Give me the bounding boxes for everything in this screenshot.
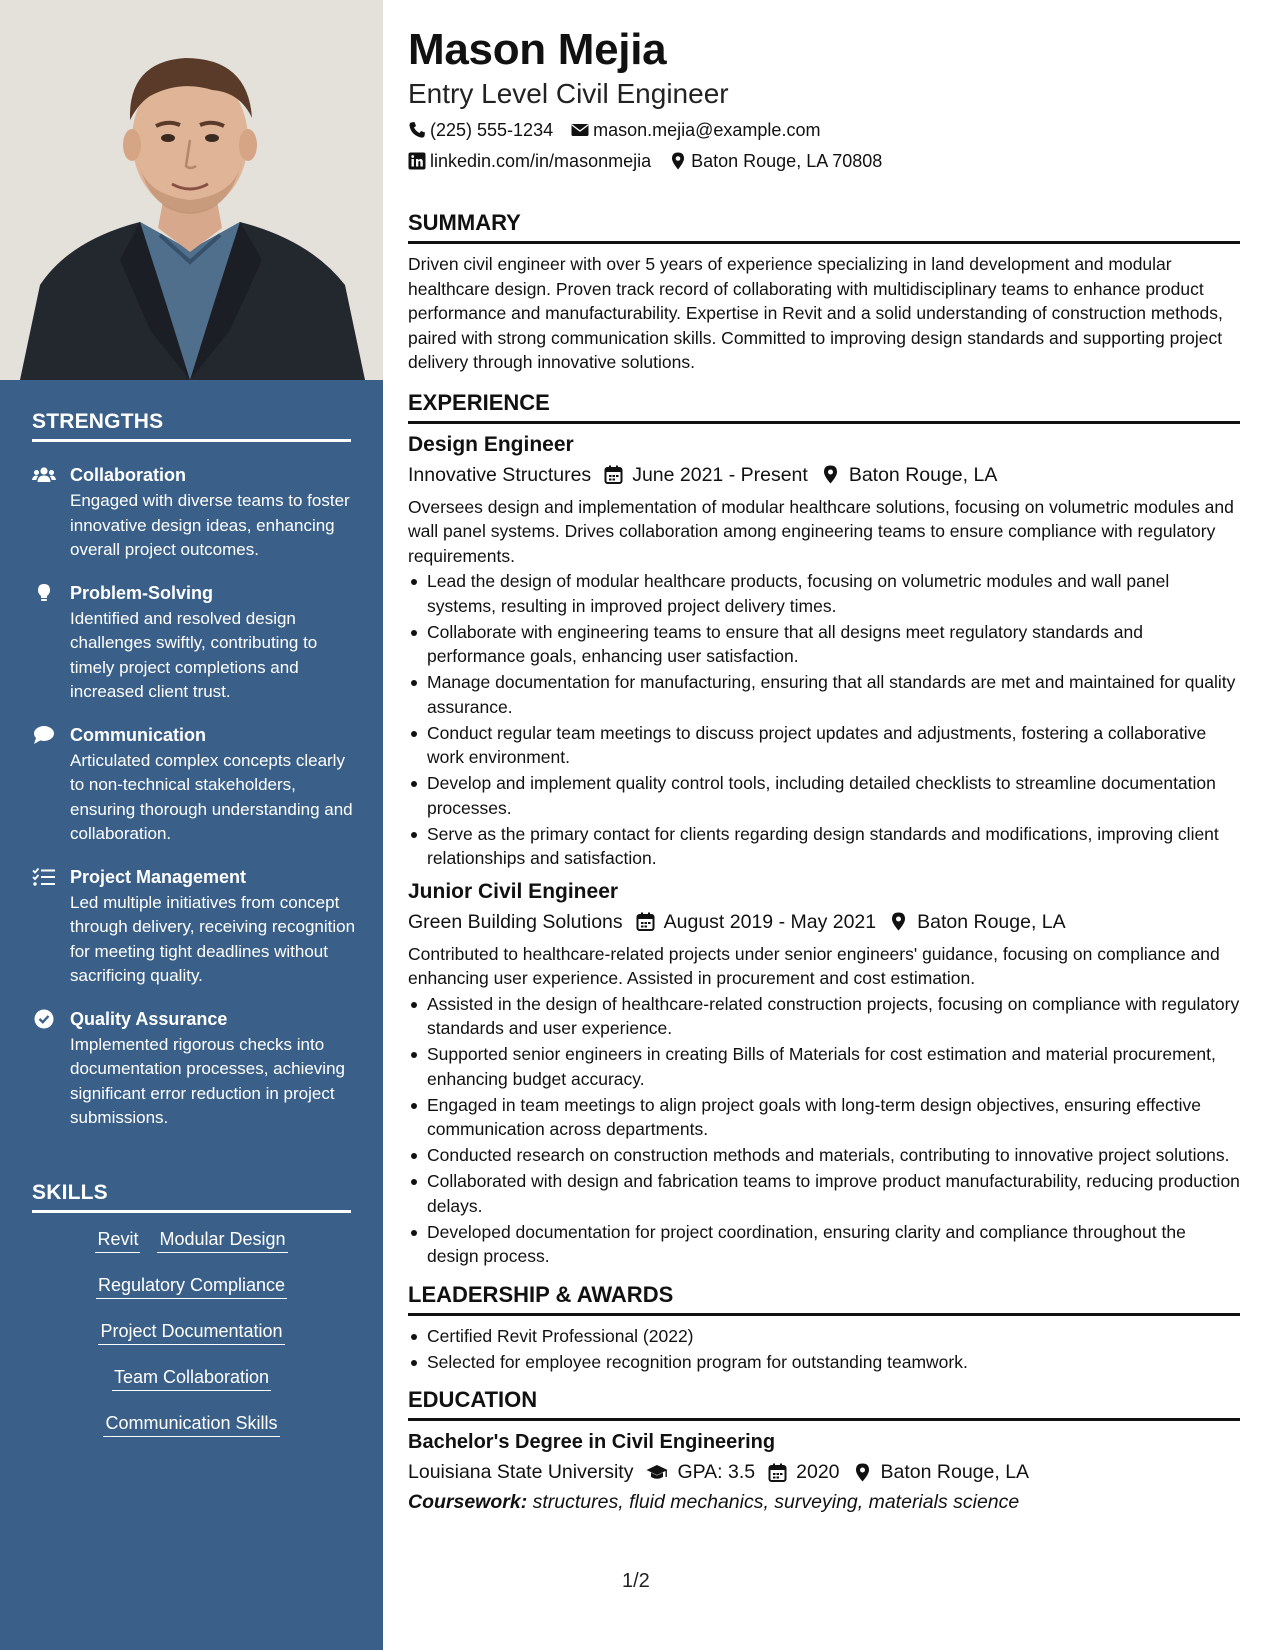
checklist-icon bbox=[32, 867, 56, 887]
contact-row-2 bbox=[408, 149, 1240, 173]
calendar-icon bbox=[768, 1463, 787, 1482]
education-section bbox=[408, 1386, 1240, 1515]
strengths-list bbox=[32, 464, 362, 1150]
job-entry bbox=[408, 879, 1240, 1269]
phone-icon bbox=[408, 121, 426, 139]
job-company: Green Building Solutions bbox=[408, 910, 623, 933]
summary-heading: SUMMARY bbox=[408, 209, 1240, 244]
skill-tag: Modular Design bbox=[157, 1228, 287, 1253]
job-dates: June 2021 - Present bbox=[632, 463, 808, 486]
job-bullet: Serve as the primary contact for clients regarding design standards and modifications, improving client relationships and satisfaction. bbox=[408, 822, 1240, 871]
speech-bubble-icon bbox=[32, 725, 56, 745]
contact-email[interactable] bbox=[571, 118, 820, 142]
strength-description: Articulated complex concepts clearly to non-technical stakeholders, ensuring thorough understanding and collaboration. bbox=[70, 750, 353, 843]
experience-heading: EXPERIENCE bbox=[408, 389, 1240, 424]
map-pin-icon bbox=[669, 152, 687, 170]
awards-list bbox=[408, 1324, 1240, 1375]
job-company: Innovative Structures bbox=[408, 463, 592, 486]
job-bullet: Lead the design of modular healthcare products, focusing on volumetric modules and wall panel systems, resulting in improved project delivery times. bbox=[408, 569, 1240, 618]
skills-list bbox=[32, 1228, 351, 1458]
lightbulb-icon bbox=[32, 583, 56, 603]
award-item: Selected for employee recognition program for outstanding teamwork. bbox=[408, 1350, 1240, 1375]
job-summary: Contributed to healthcare-related projects under senior engineers' guidance, focusing on compliance and enhancing user experience. Assisted in procurement and cost estimation. bbox=[408, 943, 1220, 988]
strength-description: Led multiple initiatives from concept through delivery, receiving recognition for meeting tight deadlines without sacrificing quality. bbox=[70, 892, 356, 985]
map-pin-icon bbox=[821, 465, 840, 484]
school-location: Baton Rouge, LA bbox=[880, 1461, 1030, 1483]
contact-phone[interactable] bbox=[408, 118, 553, 142]
skill-tag: Regulatory Compliance bbox=[96, 1274, 287, 1299]
job-bullet: Conduct regular team meetings to discuss project updates and adjustments, fostering a collaborative work environment. bbox=[408, 721, 1240, 770]
strength-title: Collaboration bbox=[70, 465, 186, 485]
strength-title: Problem-Solving bbox=[70, 582, 214, 603]
awards-heading: LEADERSHIP & AWARDS bbox=[408, 1281, 1240, 1316]
strength-item bbox=[32, 464, 362, 563]
users-icon bbox=[32, 465, 56, 485]
contact-linkedin[interactable] bbox=[408, 149, 651, 173]
job-entry bbox=[408, 432, 1240, 871]
strengths-heading: STRENGTHS bbox=[32, 410, 351, 442]
calendar-icon bbox=[636, 912, 655, 931]
job-meta bbox=[408, 462, 1240, 488]
experience-section bbox=[408, 389, 1240, 1269]
job-role: Junior Civil Engineer bbox=[408, 879, 619, 903]
strength-item bbox=[32, 582, 362, 705]
profile-photo bbox=[0, 0, 383, 380]
education-meta bbox=[408, 1459, 1240, 1485]
job-location: Baton Rouge, LA bbox=[917, 910, 1066, 933]
check-circle-icon bbox=[32, 1009, 56, 1029]
page-number: 1/2 bbox=[622, 1570, 650, 1592]
summary-section bbox=[408, 209, 1240, 375]
contact-location bbox=[669, 149, 882, 173]
strength-title: Project Management bbox=[70, 866, 247, 887]
skill-tag: Project Documentation bbox=[98, 1320, 284, 1345]
job-bullet: Collaborated with design and fabrication teams to improve product manufacturability, reducing production delays. bbox=[408, 1169, 1240, 1218]
job-bullet: Assisted in the design of healthcare-related construction projects, focusing on compliance with regulatory standards and user experience. bbox=[408, 992, 1240, 1041]
education-heading: EDUCATION bbox=[408, 1386, 1240, 1421]
graduation-cap-icon bbox=[646, 1463, 668, 1482]
job-location: Baton Rouge, LA bbox=[848, 463, 998, 486]
skill-tag: Revit bbox=[95, 1228, 140, 1253]
strength-item bbox=[32, 866, 362, 989]
job-summary: Oversees design and implementation of modular healthcare solutions, focusing on volumetric modules and wall panel systems. Drives collaboration among engineering teams to ensure compliance with regulatory requirements. bbox=[408, 496, 1234, 566]
job-role: Design Engineer bbox=[408, 432, 574, 456]
email-text: mason.mejia@example.com bbox=[593, 120, 821, 140]
strength-description: Engaged with diverse teams to foster innovative design ideas, enhancing overall project outcomes. bbox=[70, 491, 350, 559]
portrait-illustration bbox=[0, 0, 383, 380]
graduation-year: 2020 bbox=[796, 1461, 840, 1483]
calendar-icon bbox=[604, 465, 623, 484]
linkedin-icon bbox=[408, 152, 426, 170]
map-pin-icon bbox=[889, 912, 908, 931]
coursework bbox=[408, 1490, 1240, 1515]
job-bullets bbox=[408, 569, 1240, 871]
job-bullet: Manage documentation for manufacturing, ensuring that all standards are met and maintained for quality assurance. bbox=[408, 670, 1240, 719]
job-bullet: Conducted research on construction methods and materials, contributing to innovative project solutions. bbox=[408, 1143, 1240, 1168]
envelope-icon bbox=[571, 121, 589, 139]
strength-title: Communication bbox=[70, 724, 207, 745]
strength-description: Implemented rigorous checks into documentation processes, achieving significant error reduction in project submissions. bbox=[70, 1034, 345, 1127]
summary-text: Driven civil engineer with over 5 years of experience specializing in land development and modular healthcare design. Proven track record of collaborating with multidisciplinary teams to enhance product performance and manufacturability. Expertise in Revit and a solid understanding of construction methods, paired with strong communication skills. Committed to improving design standards and supporting project delivery through innovative solutions. bbox=[408, 254, 1223, 372]
candidate-title: Entry Level Civil Engineer bbox=[408, 78, 729, 109]
strength-item bbox=[32, 1008, 362, 1131]
job-bullet: Supported senior engineers in creating Bills of Materials for cost estimation and material procurement, enhancing budget accuracy. bbox=[408, 1042, 1240, 1091]
school-name: Louisiana State University bbox=[408, 1461, 634, 1483]
gpa: GPA: 3.5 bbox=[677, 1461, 756, 1483]
award-item: Certified Revit Professional (2022) bbox=[408, 1324, 1240, 1349]
main-content bbox=[408, 24, 1240, 1515]
coursework-text: structures, fluid mechanics, surveying, materials science bbox=[532, 1491, 1020, 1513]
strength-title: Quality Assurance bbox=[70, 1008, 228, 1029]
map-pin-icon bbox=[853, 1463, 872, 1482]
strength-description: Identified and resolved design challenges swiftly, contributing to timely project completions and increased client trust. bbox=[70, 608, 318, 701]
phone-text: (225) 555-1234 bbox=[430, 120, 554, 140]
job-dates: August 2019 - May 2021 bbox=[663, 910, 877, 933]
location-text: Baton Rouge, LA 70808 bbox=[691, 151, 883, 171]
strength-item bbox=[32, 724, 362, 847]
job-bullet: Engaged in team meetings to align project goals with long-term design objectives, ensuring effective communication across departments. bbox=[408, 1093, 1240, 1142]
skill-tag: Communication Skills bbox=[103, 1412, 279, 1437]
candidate-name: Mason Mejia bbox=[408, 25, 667, 74]
job-meta bbox=[408, 909, 1240, 935]
sidebar bbox=[0, 0, 383, 1650]
awards-section bbox=[408, 1281, 1240, 1375]
skill-tag: Team Collaboration bbox=[112, 1366, 271, 1391]
linkedin-text: linkedin.com/in/masonmejia bbox=[430, 151, 652, 171]
job-bullets bbox=[408, 992, 1240, 1269]
coursework-label: Coursework: bbox=[408, 1491, 528, 1513]
job-bullet: Develop and implement quality control tools, including detailed checklists to streamline documentation processes. bbox=[408, 771, 1240, 820]
skills-heading: SKILLS bbox=[32, 1181, 351, 1213]
job-bullet: Collaborate with engineering teams to ensure that all designs meet regulatory standards and performance goals, enhancing user satisfaction. bbox=[408, 620, 1240, 669]
degree: Bachelor's Degree in Civil Engineering bbox=[408, 1431, 776, 1453]
contact-row-1 bbox=[408, 118, 1240, 142]
job-bullet: Developed documentation for project coordination, ensuring clarity and compliance throughout the design process. bbox=[408, 1220, 1240, 1269]
